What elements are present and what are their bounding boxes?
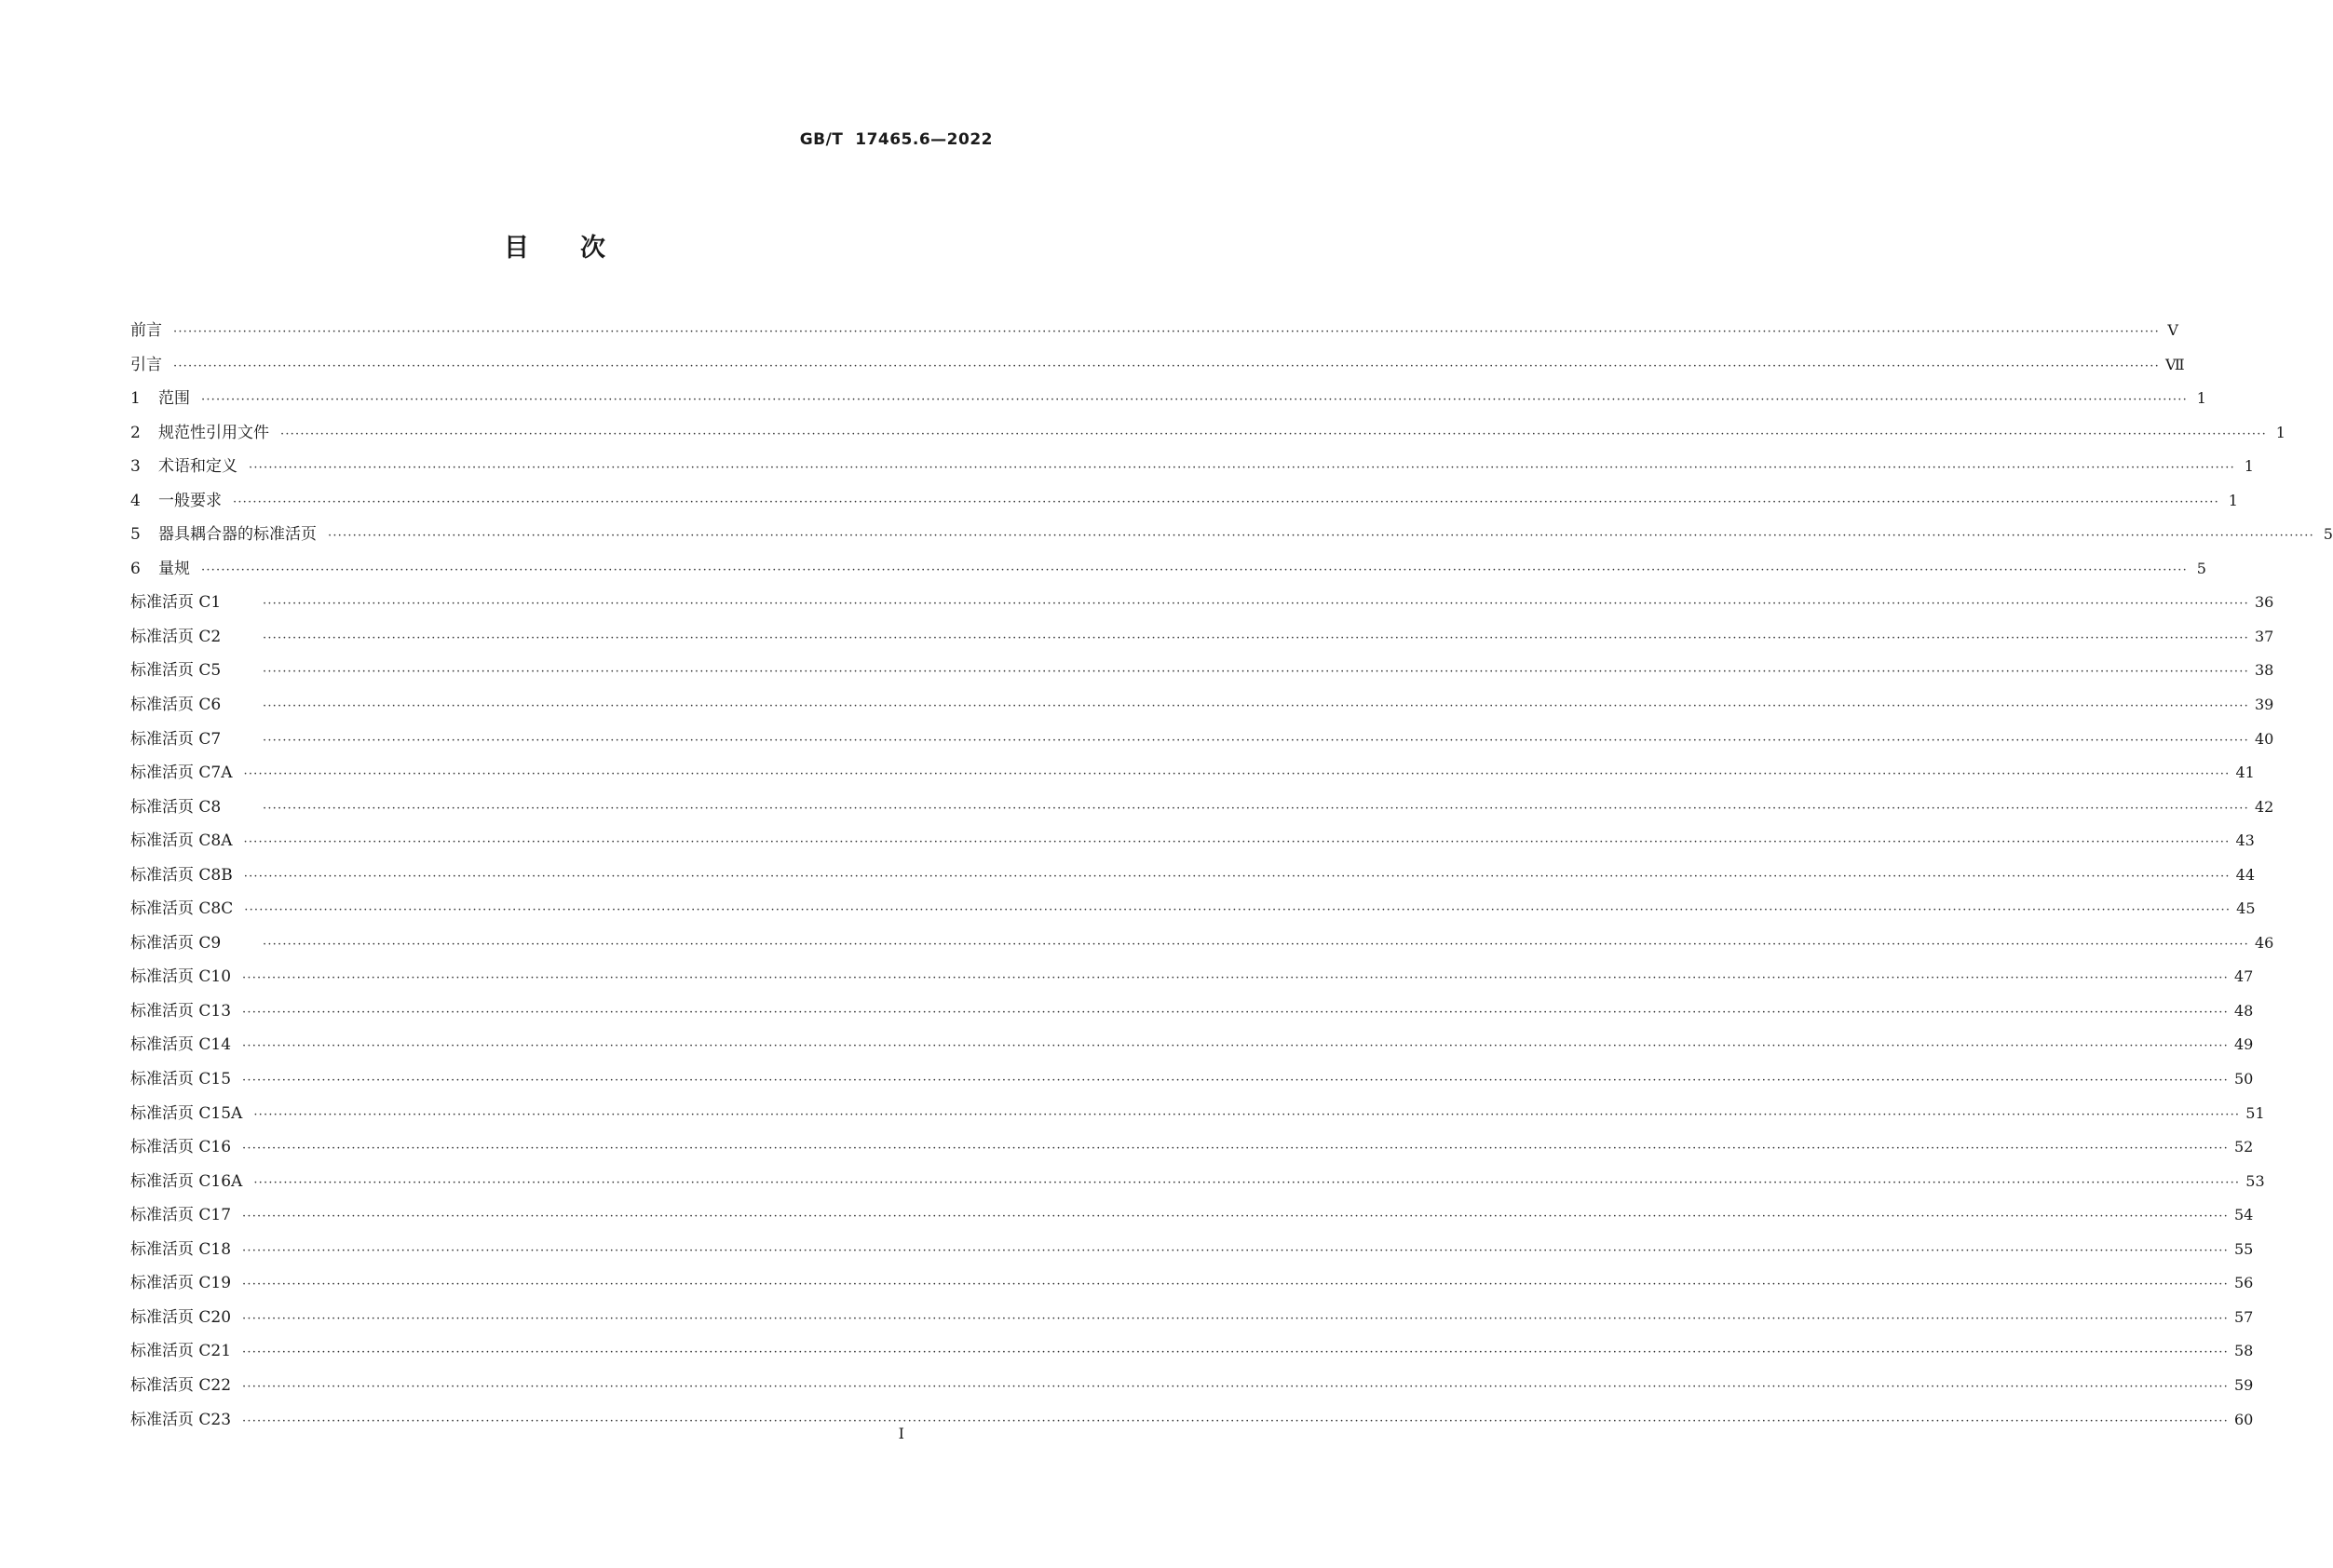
toc-entry-text: 标准活页 C15 xyxy=(130,1070,232,1089)
toc-entry[interactable] xyxy=(130,1198,2254,1233)
toc-entry-page: 51 xyxy=(2245,1103,2265,1122)
toc-entry-label xyxy=(130,348,162,383)
toc-entry-number: 6 xyxy=(130,559,141,578)
toc-entry[interactable] xyxy=(130,1130,2254,1165)
toc-entry-label xyxy=(130,552,190,587)
toc-entry-text: 范围 xyxy=(158,389,190,409)
toc-entry-page: Ⅴ xyxy=(2167,321,2178,339)
toc-entry-label xyxy=(130,416,269,451)
toc-entry[interactable] xyxy=(130,1165,2265,1199)
toc-entry-page: 46 xyxy=(2254,933,2274,952)
toc-entry[interactable] xyxy=(130,450,2254,484)
dot-leader: ················································································································································································································································································································································································································ xyxy=(263,801,2249,816)
toc-entry-page: 53 xyxy=(2245,1171,2265,1190)
toc-entry[interactable] xyxy=(130,926,2274,961)
toc-entry-label xyxy=(130,1233,231,1267)
toc-entry-text: 标准活页 C8C xyxy=(130,899,234,919)
toc-entry-page: 47 xyxy=(2233,967,2254,986)
toc-entry-page: 55 xyxy=(2233,1239,2254,1258)
toc-entry[interactable] xyxy=(130,552,2206,587)
toc-entry-page: 1 xyxy=(2228,491,2238,509)
toc-entry[interactable] xyxy=(130,1062,2254,1097)
toc-entry-text: 一般要求 xyxy=(158,491,222,510)
toc-entry-label xyxy=(130,518,317,552)
toc-entry-text: 标准活页 C17 xyxy=(130,1206,232,1225)
toc-entry[interactable] xyxy=(130,892,2256,926)
toc-entry-text: 标准活页 C16 xyxy=(130,1138,232,1157)
dot-leader: ················································································································································································································································································································································································································ xyxy=(242,1210,2229,1224)
toc-entry-text: 标准活页 C13 xyxy=(130,1001,232,1021)
toc-entry-page: 41 xyxy=(2235,764,2255,782)
dot-leader: ················································································································································································································································································································································································································ xyxy=(242,1311,2229,1326)
toc-entry[interactable] xyxy=(130,1097,2265,1131)
toc-entry-page: 44 xyxy=(2235,865,2256,884)
toc-entry-label xyxy=(130,1369,231,1403)
dot-leader: ················································································································································································································································································································································································································ xyxy=(253,1107,2241,1122)
toc-entry-text: 标准活页 C7 xyxy=(130,729,222,749)
toc-entry-label xyxy=(130,960,231,994)
toc-entry[interactable] xyxy=(130,756,2255,791)
dot-leader: ················································································································································································································································································································································································································ xyxy=(263,937,2249,952)
toc-entry[interactable] xyxy=(130,654,2274,688)
toc-entry-label xyxy=(130,382,190,416)
toc-entry-page: 40 xyxy=(2254,729,2274,748)
toc-entry-page: 1 xyxy=(2244,457,2254,476)
toc-entry-text: 器具耦合器的标准活页 xyxy=(158,525,317,545)
toc-entry-label xyxy=(130,858,233,893)
toc-entry-page: 5 xyxy=(2323,525,2333,544)
toc-entry[interactable] xyxy=(130,314,2178,348)
toc-entry-page: 52 xyxy=(2233,1138,2254,1156)
toc-entry[interactable] xyxy=(130,858,2256,893)
toc-entry-text: 标准活页 C23 xyxy=(130,1410,232,1429)
dot-leader: ················································································································································································································································································································································································································ xyxy=(242,1142,2229,1156)
toc-entry-page: 37 xyxy=(2254,627,2274,645)
dot-leader: ················································································································································································································································································································································································································ xyxy=(242,1345,2229,1360)
toc-entry[interactable] xyxy=(130,1266,2254,1301)
toc-entry-text: 标准活页 C7A xyxy=(130,764,233,783)
dot-leader: ················································································································································································································································································································································································································ xyxy=(201,562,2188,577)
toc-entry-label xyxy=(130,1334,231,1369)
toc-entry-page: 56 xyxy=(2233,1274,2254,1292)
toc-entry-text: 引言 xyxy=(130,355,162,374)
toc-entry-text: 标准活页 C16A xyxy=(130,1171,243,1191)
dot-leader: ················································································································································································································································································································································································································ xyxy=(243,767,2231,782)
toc-entry-page: 1 xyxy=(2275,423,2286,441)
toc-entry-text: 规范性引用文件 xyxy=(158,423,269,442)
toc-entry-number: 1 xyxy=(130,389,141,409)
toc-entry-text: 术语和定义 xyxy=(158,457,237,477)
toc-entry-text: 标准活页 C15A xyxy=(130,1103,243,1123)
dot-leader: ················································································································································································································································································································································································································ xyxy=(242,1379,2229,1394)
toc-entry[interactable] xyxy=(130,1301,2254,1335)
toc-entry-page: 48 xyxy=(2233,1001,2254,1020)
toc-entry[interactable] xyxy=(130,484,2238,519)
toc-entry-page: 49 xyxy=(2233,1035,2254,1054)
dot-leader: ················································································································································································································································································································································································································ xyxy=(249,461,2235,476)
toc-entry-text: 标准活页 C8B xyxy=(130,865,233,885)
dot-leader: ················································································································································································································································································································································································································ xyxy=(242,1074,2229,1088)
toc-entry-page: 43 xyxy=(2235,831,2255,850)
toc-entry-page: 5 xyxy=(2196,559,2206,577)
toc-entry-label xyxy=(130,1198,231,1233)
toc-entry-text: 标准活页 C20 xyxy=(130,1307,232,1327)
toc-entry-label xyxy=(130,1403,231,1438)
toc-entry[interactable] xyxy=(130,1403,2254,1438)
dot-leader: ················································································································································································································································································································································································································ xyxy=(242,1277,2229,1292)
toc-entry-label xyxy=(130,1301,231,1335)
toc-entry[interactable] xyxy=(130,518,2333,552)
toc-entry-label xyxy=(130,1028,231,1062)
toc-entry-label xyxy=(130,791,251,825)
toc-entry-text: 标准活页 C22 xyxy=(130,1375,232,1395)
toc-entry-number: 2 xyxy=(130,423,141,442)
toc-entry[interactable] xyxy=(130,688,2274,723)
toc-entry-page: 54 xyxy=(2233,1206,2254,1224)
dot-leader: ················································································································································································································································································································································································································ xyxy=(280,426,2267,441)
toc-entry-label xyxy=(130,314,162,348)
toc-entry-page: 1 xyxy=(2196,389,2206,408)
toc-entry[interactable] xyxy=(130,791,2274,825)
toc-entry-text: 标准活页 C8 xyxy=(130,797,222,817)
toc-entry-label xyxy=(130,654,251,688)
page-number: I xyxy=(898,1425,904,1442)
toc-entry-text: 标准活页 C14 xyxy=(130,1035,232,1055)
toc-entry[interactable] xyxy=(130,382,2206,416)
dot-leader: ················································································································································································································································································································································································································ xyxy=(263,597,2249,612)
toc-entry-label xyxy=(130,926,251,961)
toc-entry-text: 标准活页 C10 xyxy=(130,967,232,987)
toc-entry[interactable] xyxy=(130,1369,2254,1403)
page-title: 目次 xyxy=(504,234,657,263)
dot-leader: ················································································································································································································································································································································································································ xyxy=(173,325,2160,339)
toc-entry-text: 标准活页 C9 xyxy=(130,933,222,953)
toc-entry[interactable] xyxy=(130,1334,2254,1369)
toc-entry-page: 50 xyxy=(2233,1070,2254,1088)
toc-entry-label xyxy=(130,892,233,926)
toc-entry[interactable] xyxy=(130,416,2286,451)
toc-entry-page: 38 xyxy=(2254,661,2274,680)
toc-entry-page: 42 xyxy=(2254,797,2274,816)
toc-entry-page: 59 xyxy=(2233,1375,2254,1394)
standard-number: GB/T 17465.6—2022 xyxy=(799,130,993,149)
dot-leader: ················································································································································································································································································································································································································ xyxy=(244,903,2231,918)
toc-entry-page: 60 xyxy=(2233,1410,2254,1428)
toc-entry-number: 4 xyxy=(130,491,141,510)
toc-entry[interactable] xyxy=(130,1028,2254,1062)
toc-entry-page: 36 xyxy=(2254,593,2274,612)
toc-entry[interactable] xyxy=(130,620,2274,655)
toc-entry[interactable] xyxy=(130,824,2255,858)
toc-entry-label xyxy=(130,994,231,1029)
toc-entry-label xyxy=(130,1165,242,1199)
dot-leader: ················································································································································································································································································································································································································ xyxy=(242,971,2229,986)
toc-entry-label xyxy=(130,1130,231,1165)
toc-entry[interactable] xyxy=(130,586,2274,620)
dot-leader: ················································································································································································································································································································································································································ xyxy=(243,835,2231,850)
toc-entry-label xyxy=(130,824,233,858)
toc-entry-label xyxy=(130,450,237,484)
dot-leader: ················································································································································································································································································································································································································ xyxy=(201,393,2188,408)
dot-leader: ················································································································································································································································································································································································································ xyxy=(173,358,2160,373)
toc-entry-text: 标准活页 C5 xyxy=(130,661,222,681)
toc-entry-label xyxy=(130,484,222,519)
toc-entry-label xyxy=(130,723,251,757)
toc-entry-page: 57 xyxy=(2233,1307,2254,1326)
dot-leader: ················································································································································································································································································································································································································ xyxy=(233,494,2219,509)
toc-entry[interactable] xyxy=(130,994,2254,1029)
dot-leader: ················································································································································································································································································································································································································ xyxy=(242,1005,2229,1020)
toc-entry-page: 58 xyxy=(2233,1342,2254,1360)
dot-leader: ················································································································································································································································································································································································································ xyxy=(263,665,2249,680)
toc-entry-page: 45 xyxy=(2236,899,2256,918)
toc-entry-label xyxy=(130,1266,231,1301)
toc-entry[interactable] xyxy=(130,348,2185,383)
toc-entry[interactable] xyxy=(130,960,2254,994)
toc-entry-label xyxy=(130,756,233,791)
toc-entry-number: 3 xyxy=(130,457,141,477)
toc-entry-label xyxy=(130,1062,231,1097)
toc-entry-number: 5 xyxy=(130,525,141,545)
toc-entry-label xyxy=(130,688,251,723)
table-of-contents xyxy=(130,314,2333,1437)
dot-leader: ················································································································································································································································································································································································································ xyxy=(242,1243,2229,1258)
toc-entry-label xyxy=(130,586,251,620)
toc-entry-text: 量规 xyxy=(158,559,190,578)
dot-leader: ················································································································································································································································································································································································································ xyxy=(263,733,2249,748)
toc-entry-text: 标准活页 C8A xyxy=(130,831,233,851)
toc-entry-text: 标准活页 C6 xyxy=(130,696,222,715)
dot-leader: ················································································································································································································································································································································································································ xyxy=(253,1175,2241,1190)
dot-leader: ················································································································································································································································································································································································································ xyxy=(242,1413,2229,1428)
toc-entry-text: 标准活页 C18 xyxy=(130,1239,232,1259)
toc-entry-text: 标准活页 C21 xyxy=(130,1342,232,1361)
dot-leader: ················································································································································································································································································································································································································ xyxy=(243,869,2231,884)
toc-entry-text: 标准活页 C1 xyxy=(130,593,222,613)
toc-entry[interactable] xyxy=(130,723,2274,757)
dot-leader: ················································································································································································································································································································································································································ xyxy=(263,699,2249,714)
toc-entry-label xyxy=(130,620,251,655)
dot-leader: ················································································································································································································································································································································································································ xyxy=(328,529,2314,544)
toc-entry-text: 标准活页 C19 xyxy=(130,1274,232,1293)
toc-entry[interactable] xyxy=(130,1233,2254,1267)
dot-leader: ················································································································································································································································································································································································································ xyxy=(263,630,2249,645)
toc-entry-text: 标准活页 C2 xyxy=(130,627,222,646)
toc-entry-page: Ⅶ xyxy=(2164,355,2185,373)
toc-entry-page: 39 xyxy=(2254,696,2274,714)
toc-entry-text: 前言 xyxy=(130,321,162,340)
dot-leader: ················································································································································································································································································································································································································ xyxy=(242,1039,2229,1054)
toc-entry-label xyxy=(130,1097,242,1131)
